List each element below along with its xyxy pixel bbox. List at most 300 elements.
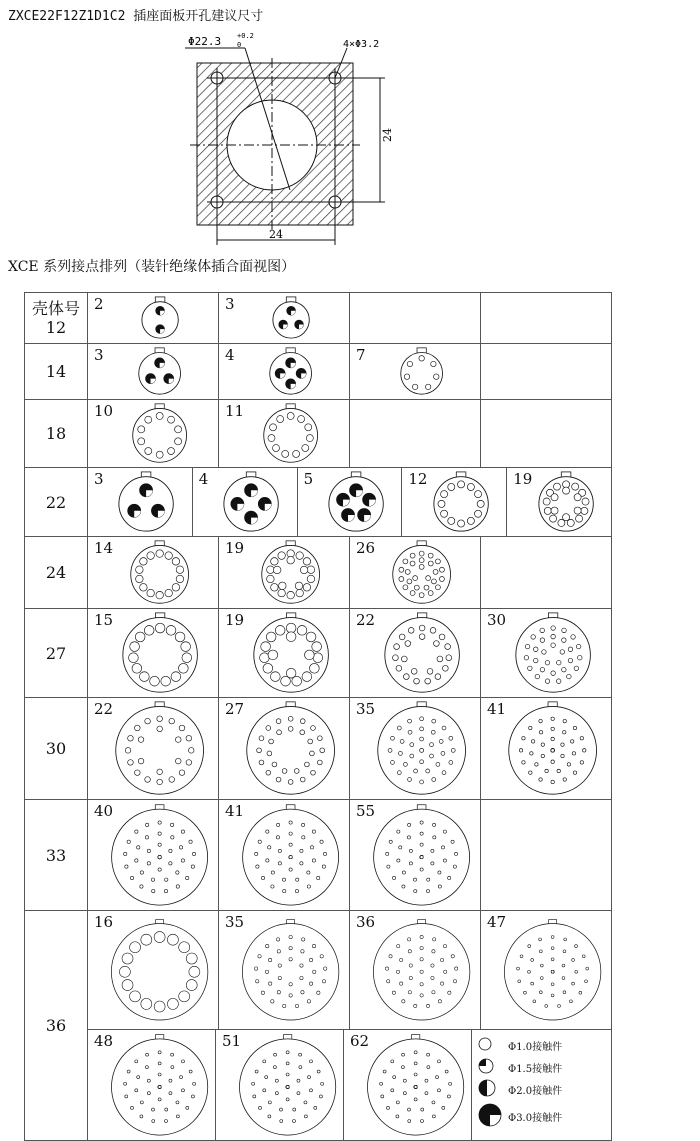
contact-pin [175,426,182,433]
contact-pin [146,1053,149,1056]
contact-pin [294,769,299,774]
contact-pin [432,1101,435,1104]
contact-pin [175,438,182,445]
contact-pin [531,740,534,743]
contact-pin [420,935,423,938]
contact-pin [276,938,279,941]
contact-pin [132,663,142,673]
contact-pin [289,832,292,835]
contact-pin [300,964,303,967]
contact-pin [437,656,443,662]
contact-pin [314,1106,317,1109]
contact-pin [540,638,545,643]
contact-pin [420,1119,423,1122]
contact-pin [266,726,271,731]
contact-pin [445,655,451,661]
horizontal-dimension: 24 [269,228,283,241]
contact-pin [400,958,403,961]
contact-pin [438,885,441,888]
contact-pin [253,1095,256,1098]
contact-pin [410,591,415,596]
contact-pin [535,674,540,679]
contact-pin [273,566,281,574]
contact-pin [440,982,443,985]
legend-symbol [478,1037,508,1054]
contact-pin [125,748,131,754]
contact-pin [444,644,450,650]
contact-pin [576,644,581,649]
contact-pin [439,634,445,640]
contact-pin [278,849,281,852]
contact-pin [179,725,185,731]
arrangement-cell [480,293,611,343]
contact-pin [431,730,435,734]
contact-pin [545,660,550,665]
contact-count: 3 [225,295,235,313]
contact-pin [147,861,150,864]
contact-pin [575,515,582,522]
contact-pin [431,861,434,864]
contact-pin [313,970,316,973]
contact-count: 19 [225,539,245,557]
contact-pin [147,589,155,597]
contact-pin [570,635,575,640]
contact-count: 22 [94,700,114,718]
contact-pin [309,1089,312,1092]
contact-pin [533,647,538,652]
contact-pin [550,626,555,631]
contact-pin [147,849,150,852]
hole-tolerance-lower: 0 [237,41,242,49]
contact-pin [145,777,151,783]
contact-pin [295,582,303,590]
contact-pin [524,655,529,660]
contact-count: 3 [94,346,104,364]
contact-pin [408,823,411,826]
contact-pin [130,1106,133,1109]
contact-pin [414,1062,417,1065]
contact-pin [134,770,140,776]
contact-pin [402,871,405,874]
contact-pin [449,1082,452,1085]
contact-pin [543,498,550,505]
contact-pin [156,451,163,458]
contact-pin [259,760,264,765]
contact-pin [586,967,589,970]
contact-pin [193,1082,196,1085]
contact-pin [520,955,523,958]
contact-pin [171,835,174,838]
contact-count: 12 [408,470,428,488]
legend-label: Φ1.0接触件 [508,1041,563,1053]
contact-pin [397,944,400,947]
contact-pin [268,1115,271,1118]
contact-pin [170,823,173,826]
contact-count: 3 [94,470,104,488]
contact-count: 11 [225,402,245,420]
contact-pin [145,416,152,423]
contact-pin [407,835,410,838]
contact-pin [137,1075,140,1078]
contact-pin [138,758,144,764]
contact-pin [582,498,589,505]
contact-pin [189,1070,192,1073]
contact-pin [525,644,530,649]
contact-pin [280,1119,283,1122]
contact-pin [145,448,152,455]
contact-pin [420,843,423,846]
arrangement-cell [218,698,349,799]
contact-pin [403,674,409,680]
contact-pin [128,760,134,766]
contact-pin [144,626,154,636]
contact-pin [300,566,308,574]
table-row [25,293,612,344]
contact-pin [448,991,451,994]
contact-pin [254,967,257,970]
contact-pin [561,667,566,672]
connector-face [109,1033,210,1138]
contact-pin [140,884,143,887]
contact-pin [561,628,566,633]
contact-pin [169,1091,172,1094]
contact-pin [309,1060,312,1063]
contact-pin [551,737,554,740]
contact-pin [396,970,399,973]
contact-pin [408,1119,411,1122]
contact-pin [252,1082,255,1085]
contact-pin [430,628,436,634]
contact-pin [266,858,269,861]
contact-pin [277,990,280,993]
connector-face [139,295,181,341]
contact-pin [125,865,128,868]
arrangement-cell [349,344,480,399]
contact-pin [289,843,292,846]
connector-face [130,402,189,465]
arrangement-cell [471,1030,611,1140]
contact-count: 10 [94,402,114,420]
connector-face [371,918,472,1022]
contact-count: 48 [94,1032,114,1050]
contact-pin [119,966,130,977]
arrangement-cells [88,537,612,609]
connector-face [109,918,210,1022]
contact-pin [430,754,434,758]
contact-pin [289,855,292,858]
contact-pin [409,964,412,967]
connector-face [136,346,183,397]
contact-pin [427,878,430,881]
connector-face [267,346,314,397]
arrangement-cell [480,537,611,608]
contact-pin [287,412,294,419]
contact-pin [428,591,433,596]
contact-pin [412,384,417,389]
arrangement-cells [88,293,612,344]
contact-pin [299,1053,302,1056]
legend-item [478,1034,605,1056]
contact-count: 4 [198,470,209,488]
shell-size-cell [25,468,88,537]
contact-pin [420,760,424,764]
contact-pin [391,1060,394,1063]
contact-pin [580,507,587,514]
contact-pin [141,934,152,945]
contact-pin [453,865,456,868]
contact-pin [176,575,184,583]
contact-pin [296,552,304,560]
arrangement-cell [480,609,611,697]
contact-pin [455,967,458,970]
shell-size-cell [25,698,88,800]
contact-pin [403,559,408,564]
contact-pin [179,991,190,1002]
arrangement-cell [401,468,506,536]
contact-pin [566,674,571,679]
contact-pin [410,743,414,747]
contact-pin [403,762,407,766]
contact-pin [567,519,574,526]
contact-pin [296,878,299,881]
contact-pin [303,584,311,592]
contact-count: 30 [487,611,507,629]
contact-pin [425,384,430,389]
contact-pin [545,769,548,772]
contact-pin [397,830,400,833]
contact-pin [181,858,184,861]
contact-pin [436,762,440,766]
contact-pin [277,949,280,952]
contact-pin [169,718,175,724]
contact-pin [407,938,410,941]
contact-pin [289,935,292,938]
arrangement-cell [349,400,480,467]
contact-pin [147,1079,150,1082]
arrangement-cells [88,400,612,468]
contact-pin [317,760,322,765]
contact-pin [582,955,585,958]
contact-pin [128,653,138,663]
contact-pin [410,561,415,566]
contact-pin [551,935,554,938]
contact-pin [171,672,181,682]
contact-pin [130,876,133,879]
contact-pin [189,840,192,843]
contact-pin [434,374,439,379]
contact-pin [167,416,174,423]
contact-pin [519,749,522,752]
contact-pin [445,1070,448,1073]
contact-pin [560,650,565,655]
contact-pin [186,760,192,766]
contact-pin [140,870,143,873]
contact-pin [147,1091,150,1094]
contact-pin [528,970,531,973]
contact-pin [155,623,165,633]
arrangement-cell [88,400,218,467]
arrangement-cell [88,1030,215,1140]
contact-pin [413,576,418,581]
contact-pin [381,1095,384,1098]
contact-pin [261,876,264,879]
contact-pin [426,889,429,892]
contact-pin [138,737,144,743]
contact-pin [260,642,270,652]
contact-pin [419,634,425,640]
arrangement-cell [480,911,611,1029]
contact-pin [188,748,194,754]
contact-pin [271,884,274,887]
contact-pin [140,558,148,566]
contact-pin [427,1053,430,1056]
contact-pin [420,855,423,858]
contact-pin [409,849,412,852]
contact-pin [541,743,544,746]
contact-pin [583,749,586,752]
arrangement-cell [218,344,349,399]
contact-pin [286,1062,289,1065]
contact-pin [399,567,404,572]
connector-face [536,470,596,534]
contact-pin [393,644,399,650]
contact-pin [530,752,533,755]
contact-pin [271,871,274,874]
contact-pin [130,991,141,1002]
contact-pin [580,737,583,740]
contact-pin [397,859,400,862]
contact-pin [169,861,172,864]
shell-size-cell [25,344,88,400]
contact-count: 19 [513,470,533,488]
contact-pin [396,665,402,671]
connector-face [240,803,341,908]
contact-pin [276,719,281,724]
contact-pin [427,1065,430,1068]
contact-pin [172,584,180,592]
contact-pin [293,1108,296,1111]
contact-pin [533,1000,536,1003]
contact-pin [282,450,289,457]
contact-pin [256,979,259,982]
contact-pin [266,770,271,775]
contact-pin [432,719,436,723]
contact-pin [449,736,453,740]
contact-pin [563,778,566,781]
contact-pin [268,958,271,961]
contact-pin [135,830,138,833]
contact-pin [438,871,441,874]
contact-pin [438,500,445,507]
contact-pin [580,761,583,764]
contact-pin [122,953,133,964]
contact-pin [408,949,411,952]
table-row [25,344,612,400]
contact-pin [442,771,446,775]
contact-pin [551,494,558,501]
contact-pin [167,998,178,1009]
contact-pin [414,769,418,773]
contact-pin [531,982,534,985]
contact-pin [562,514,569,521]
contact-pin [404,374,409,379]
contact-pin [451,954,454,957]
contact-pin [539,938,542,941]
contact-pin [407,579,412,584]
contact-pin [307,566,315,574]
contact-pin [309,958,312,961]
table-row [25,1030,612,1141]
contact-pin [448,483,455,490]
contact-pin [158,1073,161,1076]
contact-pin [302,938,305,941]
contact-pin [125,1095,128,1098]
contact-pin [167,448,174,455]
contact-pin [420,994,423,997]
contact-pin [295,1004,298,1007]
contact-pin [300,777,305,782]
contact-pin [410,553,415,558]
contact-pin [306,632,316,642]
contact-pin [288,780,293,785]
contact-pin [573,771,576,774]
contact-pin [130,942,141,953]
contact-pin [551,994,554,997]
contact-pin [287,556,295,564]
contact-arrangement-table [24,292,612,1141]
contact-pin [420,982,423,985]
contact-pin [442,1106,445,1109]
contact-pin [282,769,287,774]
contact-pin [301,949,304,952]
contact-pin [385,967,388,970]
contact-pin [435,585,440,590]
contact-pin [420,868,423,871]
contact-pin [419,564,424,569]
contact-pin [386,852,389,855]
arrangement-cell [218,911,349,1029]
contact-pin [541,650,546,655]
contact-pin [311,770,316,775]
table-row [25,468,612,537]
contact-pin [389,840,392,843]
contact-pin [414,1073,417,1076]
contact-pin [420,717,424,721]
contact-pin [323,852,326,855]
contact-pin [527,666,532,671]
contact-pin [277,823,280,826]
contact-pin [568,658,573,663]
contact-pin [437,1060,440,1063]
contact-pin [551,983,554,986]
contact-pin [274,1053,277,1056]
contact-pin [408,778,412,782]
shell-size-value: 24 [45,563,67,582]
contact-pin [391,1089,394,1092]
contact-pin [268,650,278,660]
contact-pin [432,949,435,952]
contact-pin [407,361,412,366]
contact-pin [439,567,444,572]
contact-pin [135,1089,138,1092]
contact-pin [551,970,554,973]
contact-pin [388,748,392,752]
contact-pin [556,679,561,684]
contact-pin [427,668,433,674]
contact-pin [442,726,446,730]
contact-pin [433,823,436,826]
contact-pin [517,967,520,970]
